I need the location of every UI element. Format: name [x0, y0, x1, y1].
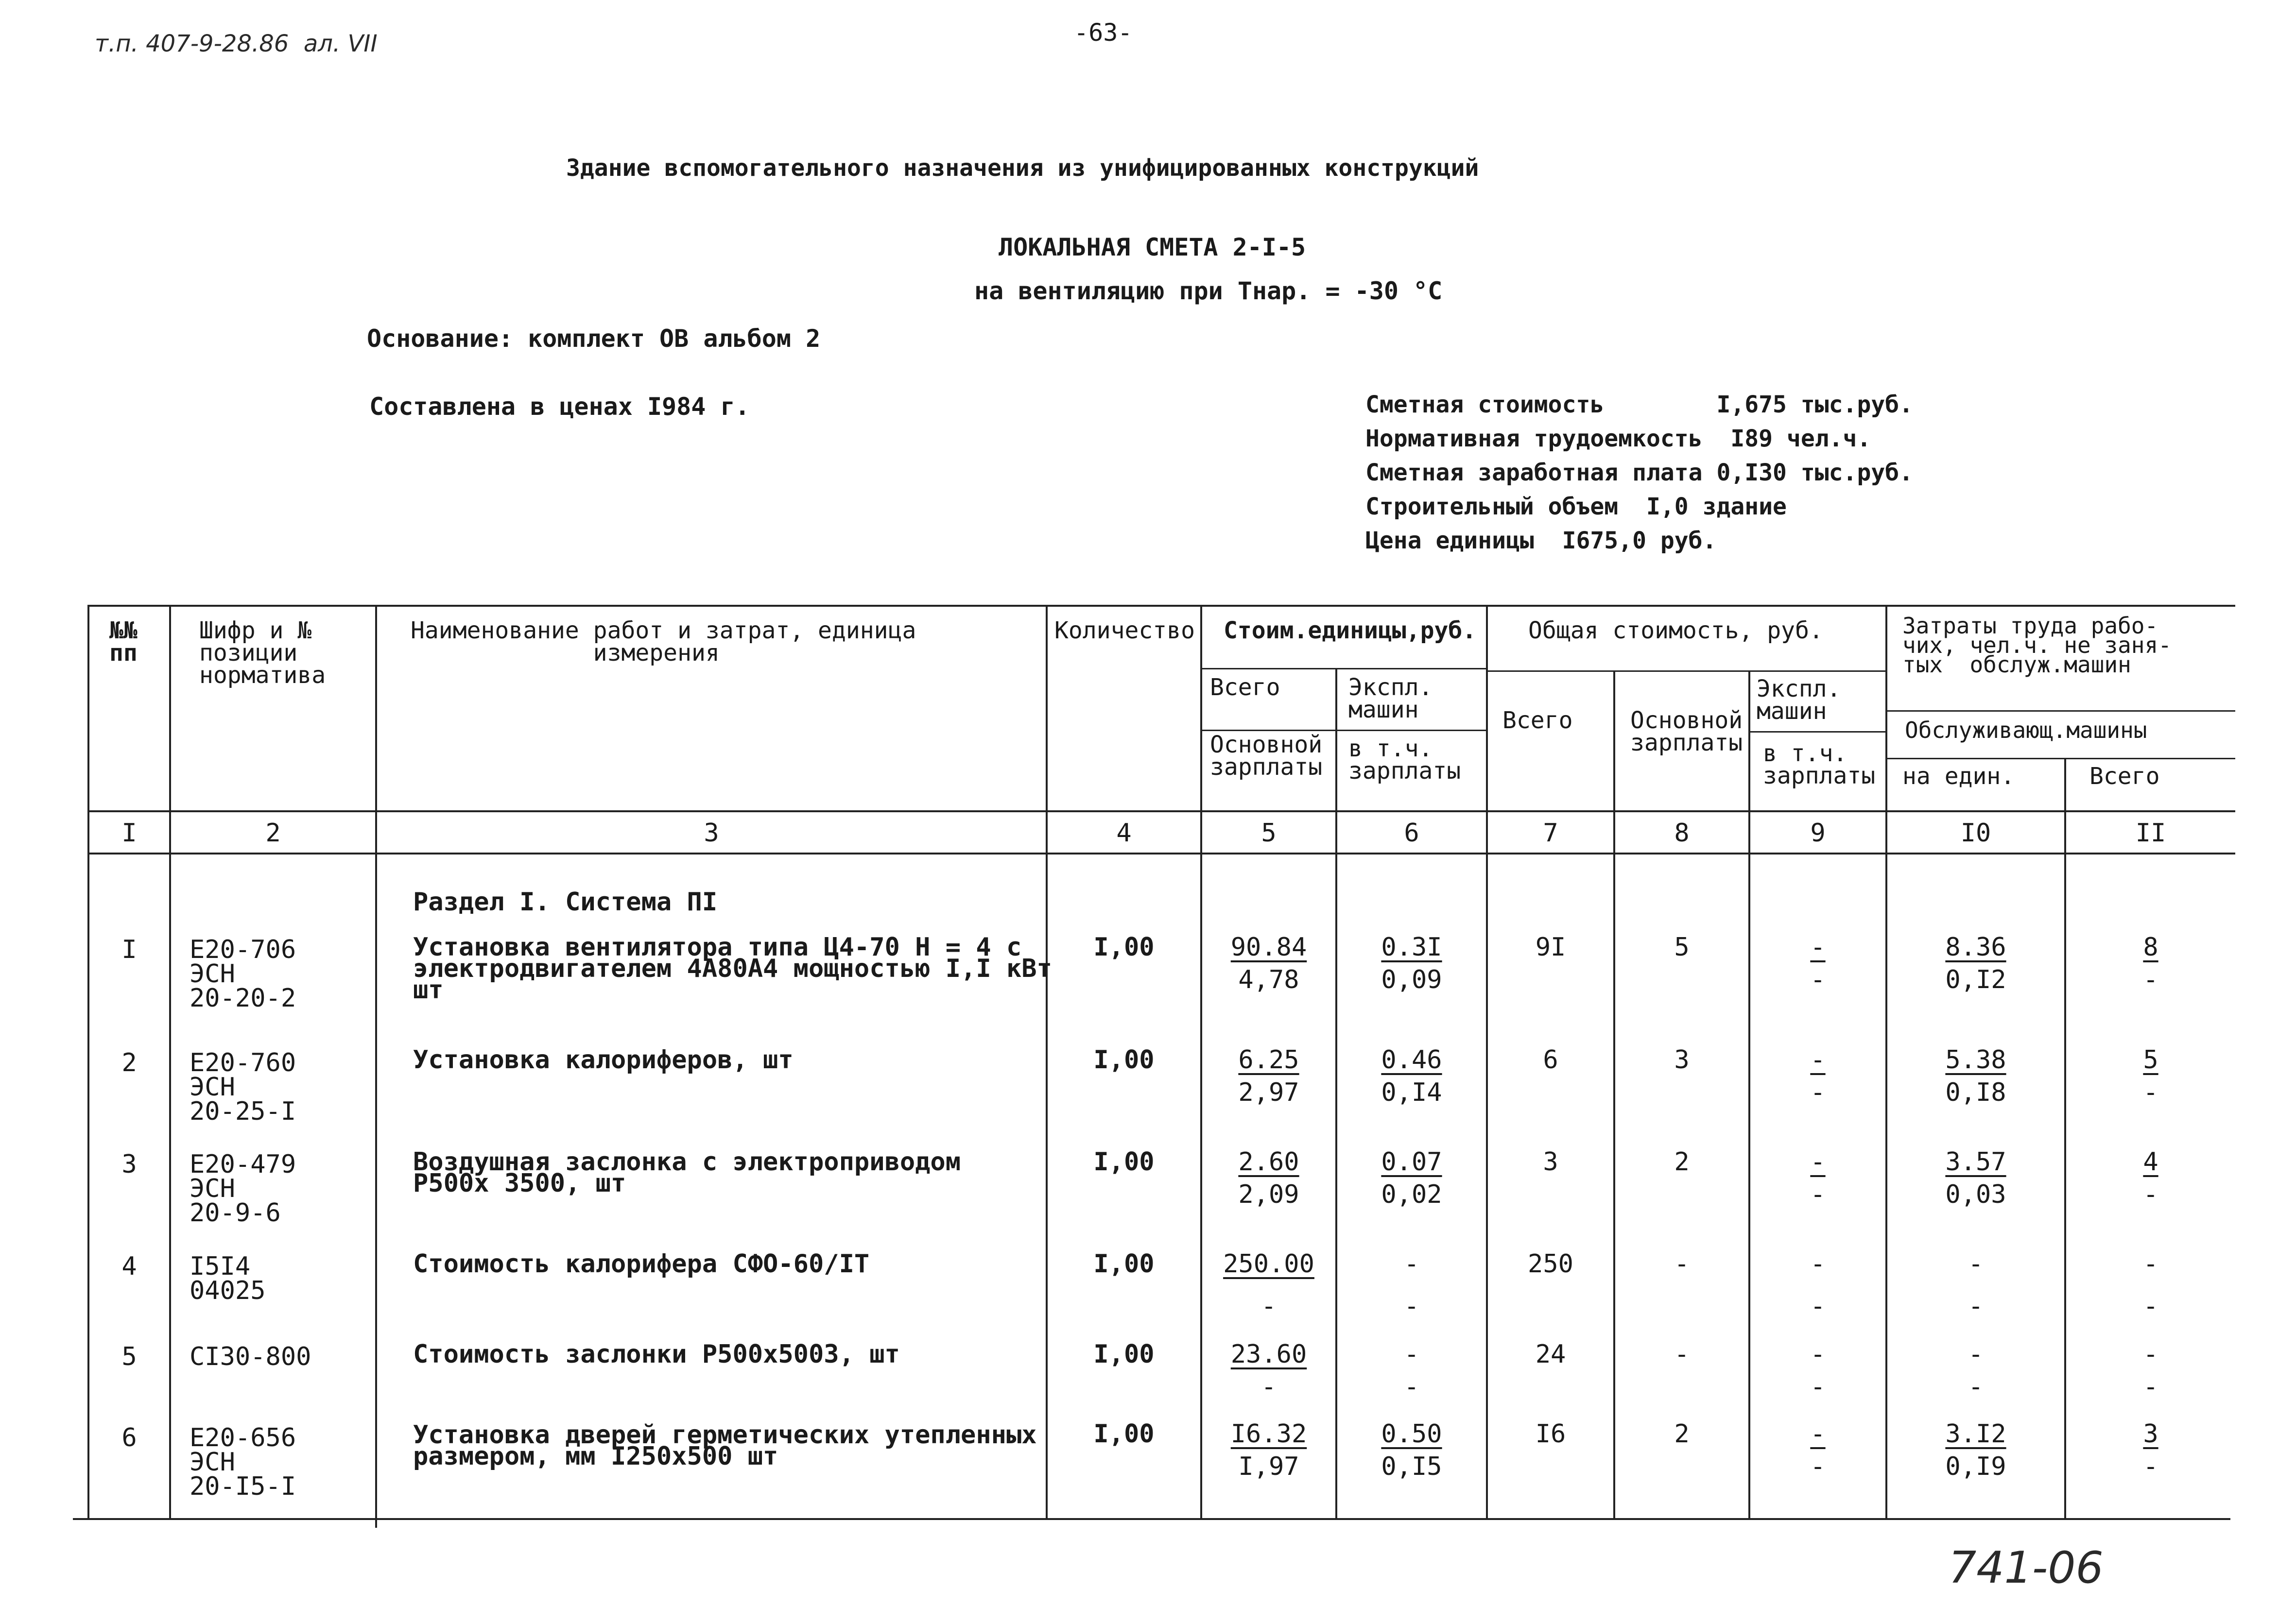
work-name: Воздушная заслонка с электроприводом Р500х 3500, шт — [413, 1147, 961, 1198]
labor-total: - — [2143, 1249, 2158, 1279]
labor-total: 3 — [2143, 1419, 2158, 1449]
norm-code: Е20-706 ЭСН 20-20-2 — [190, 935, 296, 1013]
total-all: 250 — [1528, 1249, 1573, 1279]
row-number: 2 — [121, 1048, 137, 1077]
unit-total: 23.60 — [1230, 1340, 1307, 1369]
unit-total: 2.60 — [1238, 1147, 1299, 1177]
unit-salary: 2,09 — [1238, 1180, 1299, 1209]
header-unit-cost: Стоим.единицы,руб. — [1224, 617, 1477, 644]
unit-total: 6.25 — [1238, 1045, 1299, 1075]
total-salary: 2 — [1674, 1419, 1690, 1449]
unit-total: 90.84 — [1230, 933, 1307, 962]
total-all: 24 — [1535, 1340, 1566, 1369]
labor-total: 5 — [2143, 1045, 2158, 1075]
labor-total-service: - — [2143, 965, 2158, 994]
column-number: 7 — [1543, 819, 1558, 848]
total-machines: - — [1810, 1419, 1826, 1449]
labor-per-unit: 5.38 — [1945, 1045, 2006, 1075]
row-number: 5 — [121, 1342, 137, 1371]
header-row-number: №№ пп — [109, 617, 138, 666]
labor-per-unit-service: 0,I2 — [1945, 965, 2006, 994]
total-incl-salary: - — [1810, 1292, 1826, 1321]
header-labor-total: Всего — [2089, 763, 2160, 790]
norm-code: Е20-656 ЭСН 20-I5-I — [190, 1423, 296, 1501]
work-name: Установка вентилятора типа Ц4-70 Н = 4 с электродвигателем 4А80А4 мощностью I,I кВт шт — [413, 933, 1052, 1005]
unit-incl-salary: 0,I4 — [1381, 1078, 1442, 1107]
header-total-all: Всего — [1502, 707, 1573, 734]
norm-code: Е20-760 ЭСН 20-25-I — [190, 1048, 296, 1126]
labor-total-service: - — [2143, 1292, 2158, 1321]
unit-total: 250.00 — [1223, 1249, 1314, 1279]
labor-per-unit-service: 0,03 — [1945, 1180, 2006, 1209]
basis-line: Основание: комплект ОВ альбом 2 — [367, 325, 821, 353]
unit-salary: I,97 — [1238, 1452, 1299, 1481]
header-labor-per-unit: на един. — [1902, 763, 2015, 790]
labor-per-unit: - — [1968, 1249, 1984, 1279]
unit-machines: - — [1404, 1249, 1419, 1279]
header-labor: Затраты труда рабо- чих, чел.ч. не заня- тых обслуж.машин — [1902, 613, 2172, 678]
labor-per-unit-service: 0,I8 — [1945, 1078, 2006, 1107]
column-numbers-border — [87, 853, 2235, 854]
header-total-salary: Основной зарплаты — [1630, 707, 1743, 756]
header-quantity: Количество — [1054, 617, 1195, 644]
total-salary: - — [1674, 1340, 1690, 1369]
column-number: I — [121, 819, 137, 848]
unit-total: I6.32 — [1230, 1419, 1307, 1449]
total-machines-subline — [1749, 731, 1885, 733]
quantity: I,00 — [1093, 1045, 1155, 1075]
unit-incl-salary: 0,02 — [1381, 1180, 1442, 1209]
estimate-subtitle: на вентиляцию при Тнар. = -30 °С — [974, 277, 1443, 305]
header-code: Шифр и № позиции норматива — [199, 617, 326, 689]
labor-per-unit-service: - — [1968, 1372, 1984, 1401]
total-salary: 5 — [1674, 933, 1690, 962]
column-number: 4 — [1116, 819, 1132, 848]
row-number: 3 — [121, 1150, 137, 1179]
handwritten-note: 741-06 — [1949, 1542, 2104, 1593]
col-border-2 — [375, 605, 377, 1528]
col-border-10 — [2064, 758, 2066, 1518]
prices-year: Составлена в ценах I984 г. — [369, 393, 750, 421]
labor-subline2 — [1885, 758, 2235, 759]
row-number: I — [121, 935, 137, 964]
column-number: 2 — [265, 819, 281, 848]
table-top-border — [87, 605, 2235, 607]
work-name: Стоимость калорифера СФО-60/IТ — [413, 1249, 870, 1279]
header-total-cost: Общая стоимость, руб. — [1528, 617, 1823, 644]
header-unit-machines: Экспл. машин — [1348, 674, 1433, 723]
quantity: I,00 — [1093, 1340, 1155, 1369]
total-cost-subline — [1487, 670, 1885, 672]
table-bottom-border — [73, 1518, 2230, 1520]
row-number: 4 — [121, 1252, 137, 1281]
estimate-title: ЛОКАЛЬНАЯ СМЕТА 2-I-5 — [999, 233, 1306, 261]
unit-machines: 0.3I — [1381, 933, 1442, 962]
total-incl-salary: - — [1810, 1078, 1826, 1107]
column-number: 3 — [704, 819, 719, 848]
page-number: -63- — [1074, 18, 1133, 47]
labor-per-unit-service: - — [1968, 1292, 1984, 1321]
document-code: т.п. 407-9-28.86 ал. VII — [95, 30, 378, 57]
total-machines: - — [1810, 1147, 1826, 1177]
unit-salary: - — [1261, 1372, 1277, 1401]
section-title: Раздел I. Система ПI — [413, 888, 718, 917]
labor-per-unit-service: 0,I9 — [1945, 1452, 2006, 1481]
total-incl-salary: - — [1810, 1452, 1826, 1481]
total-salary: 3 — [1674, 1045, 1690, 1075]
column-number: I0 — [1960, 819, 1991, 848]
unit-salary: 2,97 — [1238, 1078, 1299, 1107]
total-incl-salary: - — [1810, 1372, 1826, 1401]
column-number: II — [2135, 819, 2166, 848]
unit-machines: 0.07 — [1381, 1147, 1442, 1177]
column-number: 6 — [1404, 819, 1419, 848]
total-machines: - — [1810, 1340, 1826, 1369]
work-name: Установка калориферов, шт — [413, 1045, 794, 1075]
unit-incl-salary: 0,I5 — [1381, 1452, 1442, 1481]
total-incl-salary: - — [1810, 965, 1826, 994]
labor-total: 8 — [2143, 933, 2158, 962]
norm-code: I5I4 04025 — [190, 1252, 266, 1305]
unit-salary: - — [1261, 1292, 1277, 1321]
work-name: Стоимость заслонки Р500х5003, шт — [413, 1340, 900, 1369]
labor-total: 4 — [2143, 1147, 2158, 1177]
work-name: Установка дверей герметических утепленных размером, мм I250х500 шт — [413, 1420, 1037, 1471]
summary-unit-price: Цена единицы I675,0 руб. — [1365, 527, 1717, 554]
labor-total-service: - — [2143, 1078, 2158, 1107]
labor-per-unit: 8.36 — [1945, 933, 2006, 962]
unit-incl-salary: - — [1404, 1372, 1419, 1401]
col-border-7 — [1613, 670, 1615, 1518]
total-salary: - — [1674, 1249, 1690, 1279]
summary-salary: Сметная заработная плата 0,I30 тыс.руб. — [1365, 459, 1914, 486]
unit-machines: 0.50 — [1381, 1419, 1442, 1449]
header-labor-service: Обслуживающ.машины — [1905, 717, 2147, 743]
norm-code: СI30-800 — [190, 1342, 311, 1371]
header-unit-total: Всего — [1210, 674, 1280, 701]
col-border-1 — [169, 605, 171, 1518]
header-name: Наименование работ и затрат, единица измерения — [411, 617, 916, 666]
labor-subline — [1885, 710, 2235, 712]
column-number: 9 — [1810, 819, 1826, 848]
labor-total-service: - — [2143, 1372, 2158, 1401]
summary-labor: Нормативная трудоемкость I89 чел.ч. — [1365, 425, 1871, 452]
header-unit-salary: Основной зарплаты — [1210, 731, 1323, 781]
total-machines: - — [1810, 1045, 1826, 1075]
column-number: 5 — [1261, 819, 1277, 848]
total-salary: 2 — [1674, 1147, 1690, 1177]
header-bottom-border — [87, 810, 2235, 812]
total-all: 9I — [1535, 933, 1566, 962]
labor-per-unit: - — [1968, 1340, 1984, 1369]
header-total-incl-salary: в т.ч. зарплаты — [1763, 740, 1876, 789]
labor-total: - — [2143, 1340, 2158, 1369]
norm-code: Е20-479 ЭСН 20-9-6 — [190, 1150, 296, 1228]
total-machines: - — [1810, 1249, 1826, 1279]
labor-total-service: - — [2143, 1180, 2158, 1209]
column-number: 8 — [1674, 819, 1690, 848]
building-title: Здание вспомогательного назначения из унифицированных конструкций — [566, 154, 1479, 182]
total-all: 6 — [1543, 1045, 1558, 1075]
total-all: I6 — [1535, 1419, 1566, 1449]
labor-per-unit: 3.57 — [1945, 1147, 2006, 1177]
quantity: I,00 — [1093, 1249, 1155, 1279]
summary-volume: Строительный объем I,0 здание — [1365, 493, 1787, 520]
labor-total-service: - — [2143, 1452, 2158, 1481]
row-number: 6 — [121, 1423, 137, 1452]
unit-cost-subline — [1200, 668, 1487, 669]
unit-salary: 4,78 — [1238, 965, 1299, 994]
labor-per-unit: 3.I2 — [1945, 1419, 2006, 1449]
header-unit-incl-salary: в т.ч. зарплаты — [1348, 735, 1461, 785]
total-incl-salary: - — [1810, 1180, 1826, 1209]
unit-machines: - — [1404, 1340, 1419, 1369]
total-machines: - — [1810, 933, 1826, 962]
total-all: 3 — [1543, 1147, 1558, 1177]
quantity: I,00 — [1093, 933, 1155, 962]
unit-machines: 0.46 — [1381, 1045, 1442, 1075]
quantity: I,00 — [1093, 1147, 1155, 1177]
summary-estimated-cost: Сметная стоимость I,675 тыс.руб. — [1365, 391, 1914, 418]
quantity: I,00 — [1093, 1419, 1155, 1449]
unit-incl-salary: 0,09 — [1381, 965, 1442, 994]
unit-incl-salary: - — [1404, 1292, 1419, 1321]
header-total-machines: Экспл. машин — [1757, 675, 1841, 725]
